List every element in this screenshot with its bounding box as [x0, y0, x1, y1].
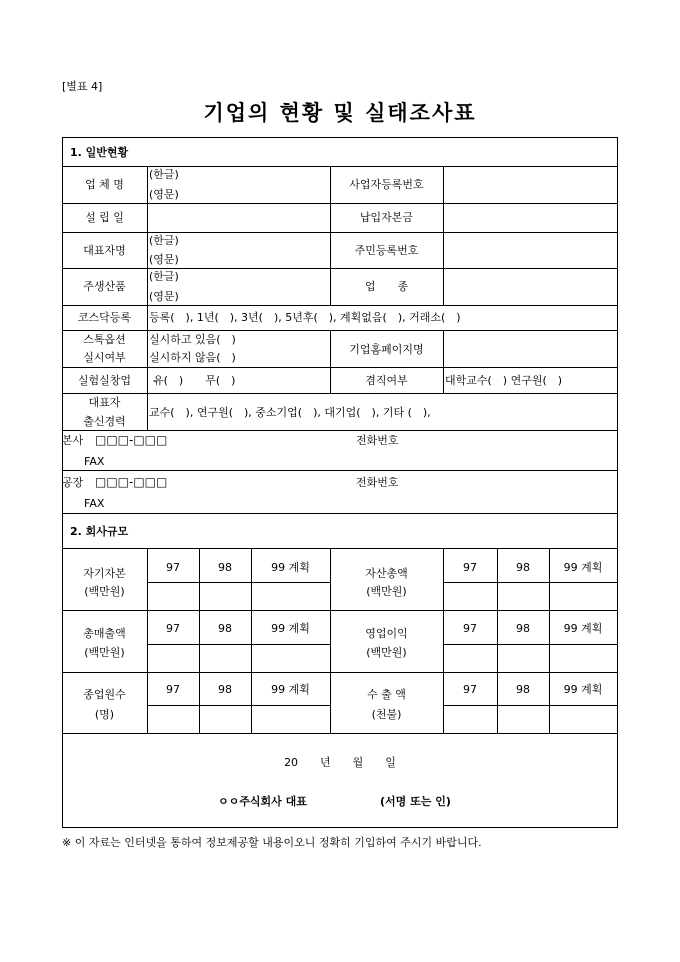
established-date-label: 설 립 일	[85, 211, 124, 224]
factory-postal-code-boxes[interactable]: □□□-□□□	[95, 475, 168, 489]
employees-year-99-plan: 99 계획	[271, 683, 310, 696]
employees-year-98: 98	[218, 683, 232, 696]
hq-fax-label: FAX	[84, 455, 105, 468]
equity-year-98: 98	[218, 561, 232, 574]
total-sales-unit: (백만원)	[84, 646, 125, 659]
ceo-background-label-line1: 대표자	[88, 396, 121, 409]
company-name-korean-hint: (한글)	[149, 168, 179, 181]
footer-note: ※ 이 자료는 인터넷을 통하여 정보제공할 내용이오니 정확히 기입하여 주시기 바랍니다.	[62, 836, 482, 849]
total-assets-unit: (백만원)	[366, 585, 407, 598]
employees-label: 종업원수	[83, 688, 126, 701]
operating-profit-label: 영업이익	[365, 627, 408, 640]
company-representative: ㅇㅇ주식회사 대표	[218, 795, 307, 808]
stock-option-no[interactable]: 실시하지 않음( )	[149, 351, 236, 364]
profit-year-97: 97	[463, 622, 477, 635]
concurrent-position-options[interactable]: 대학교수( ) 연구원( )	[445, 374, 563, 387]
sales-year-97: 97	[166, 622, 180, 635]
lab-startup-label: 실험실창업	[77, 374, 132, 387]
section1-title: 1. 일반현황	[70, 146, 129, 159]
concurrent-position-label: 겸직여부	[365, 374, 408, 387]
factory-phone-label: 전화번호	[356, 476, 399, 489]
document-title: 기업의 현황 및 실태조사표	[203, 100, 477, 125]
operating-profit-unit: (백만원)	[366, 646, 407, 659]
profit-year-98: 98	[516, 622, 530, 635]
attachment-label: [별표 4]	[62, 80, 103, 93]
sign-or-seal: (서명 또는 인)	[380, 795, 451, 808]
business-reg-no-label: 사업자등록번호	[349, 178, 424, 191]
company-name-english-hint: (영문)	[149, 188, 179, 201]
equity-label: 자기자본	[83, 567, 126, 580]
employees-unit: (명)	[94, 708, 115, 721]
industry-label: 업 종	[364, 280, 409, 293]
hq-postal-code-boxes[interactable]: □□□-□□□	[95, 433, 168, 447]
stock-option-label-line1: 스톡옵션	[83, 333, 126, 346]
kosdaq-label: 코스닥등록	[77, 311, 132, 324]
factory-fax-label: FAX	[84, 497, 105, 510]
exports-label: 수 출 액	[367, 688, 406, 701]
ceo-name-label: 대표자명	[83, 244, 126, 257]
kosdaq-options[interactable]: 등록( ), 1년( ), 3년( ), 5년후( ), 계획없음( ), 거래소( )	[149, 311, 461, 324]
employees-year-97: 97	[166, 683, 180, 696]
ceo-background-label-line2: 출신경력	[83, 415, 126, 428]
main-product-korean-hint: (한글)	[149, 270, 179, 283]
ceo-name-english-hint: (영문)	[149, 253, 179, 266]
ceo-name-korean-hint: (한글)	[149, 234, 179, 247]
hq-phone-label: 전화번호	[356, 434, 399, 447]
assets-year-97: 97	[463, 561, 477, 574]
exports-unit: (천불)	[371, 708, 402, 721]
stock-option-label-line2: 실시여부	[83, 351, 126, 364]
profit-year-99-plan: 99 계획	[563, 622, 603, 635]
sales-year-98: 98	[218, 622, 232, 635]
main-product-label: 주생산품	[83, 280, 126, 293]
exports-year-99-plan: 99 계획	[563, 683, 603, 696]
stock-option-yes[interactable]: 실시하고 있음( )	[149, 333, 236, 346]
exports-year-97: 97	[463, 683, 477, 696]
company-name-label: 업 체 명	[85, 178, 124, 191]
hq-address-label: 본사	[62, 434, 84, 447]
exports-year-98: 98	[516, 683, 530, 696]
factory-address-label: 공장	[62, 476, 84, 489]
paid-in-capital-label: 납입자본금	[359, 211, 414, 224]
section2-title: 2. 회사규모	[70, 525, 129, 538]
main-product-english-hint: (영문)	[149, 290, 179, 303]
total-sales-label: 총매출액	[83, 627, 126, 640]
equity-year-97: 97	[166, 561, 180, 574]
resident-reg-no-label: 주민등록번호	[354, 244, 419, 257]
ceo-background-options[interactable]: 교수( ), 연구원( ), 중소기업( ), 대기업( ), 기타 ( ),	[149, 406, 431, 419]
total-assets-label: 자산총액	[365, 567, 408, 580]
homepage-label: 기업홈페이지명	[349, 343, 424, 356]
lab-startup-options[interactable]: 유( ) 무( )	[153, 374, 236, 387]
sales-year-99-plan: 99 계획	[271, 622, 310, 635]
equity-unit: (백만원)	[84, 585, 125, 598]
assets-year-98: 98	[516, 561, 530, 574]
assets-year-99-plan: 99 계획	[563, 561, 603, 574]
equity-year-99-plan: 99 계획	[271, 561, 310, 574]
date-line: 20 년 월 일	[284, 756, 396, 769]
